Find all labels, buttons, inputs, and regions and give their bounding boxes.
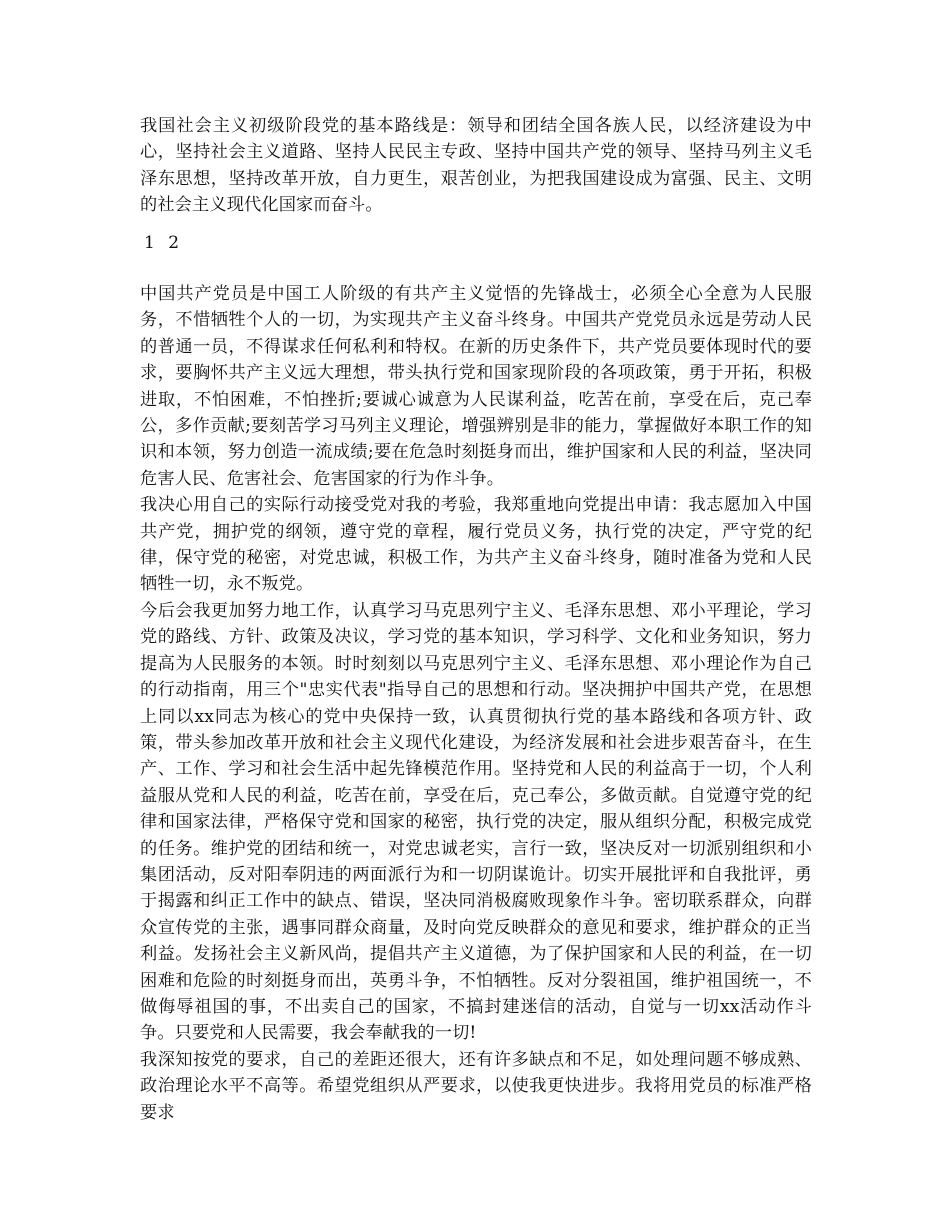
body-paragraph-commitments: 今后会我更加努力地工作，认真学习马克思列宁主义、毛泽东思想、邓小平理论，学习党的路线、方针、政策及决议，学习党的基本知识，学习科学、文化和业务知识，努力提高为人民服务的本领。时时刻刻以马克思列宁主义、毛泽东思想、邓小理论作为自己的行动指南，用三个"忠实代表"指导自己的思想和行动。坚决拥护中国共产党，在思想上同以xx同志为核心的党中央保持一致，认真贯彻执行党的基本路线和各项方针、政策，带头参加改革开放和社会主义现代化建设，为经济发展和社会进步艰苦奋斗，在生产、工作、学习和社会生活中起先锋模范作用。坚持党和人民的利益高于一切，个人利益服从党和人民的利益，吃苦在前，享受在后，克己奉公，多做贡献。自觉遵守党的纪律和国家法律，严格保守党和国家的秘密，执行党的决定，服从组织分配，积极完成党的任务。维护党的团结和统一，对党忠诚老实，言行一致，坚决反对一切派别组织和小集团活动，反对阳奉阴违的两面派行为和一切阴谋诡计。切实开展批评和自我批评，勇于揭露和纠正工作中的缺点、错误，坚决同消极腐败现象作斗争。密切联系群众，向群众宣传党的主张，遇事同群众商量，及时向党反映群众的意见和要求，维护群众的正当利益。发扬社会主义新风尚，提倡共产主义道德，为了保护国家和人民的利益，在一切困难和危险的时刻挺身而出，英勇斗争，不怕牺牲。反对分裂祖国，维护祖国统一，不做侮辱祖国的事，不出卖自己的国家，不搞封建迷信的活动，自觉与一切xx活动作斗争。只要党和人民需要，我会奉献我的一切! — [140, 600, 812, 1044]
page-number-marker: 1 2 — [144, 233, 184, 253]
intro-section — [140, 113, 812, 219]
body-section — [140, 281, 812, 1126]
intro-paragraph: 我国社会主义初级阶段党的基本路线是：领导和团结全国各族人民，以经济建设为中心，坚持社会主义道路、坚持人民民主专政、坚持中国共产党的领导、坚持马列主义毛泽东思想，坚持改革开放，自力更生，艰苦创业，为把我国建设成为富强、民主、文明的社会主义现代化国家而奋斗。 — [140, 116, 812, 216]
body-paragraph-application: 我决心用自己的实际行动接受党对我的考验，我郑重地向党提出申请：我志愿加入中国共产党，拥护党的纲领，遵守党的章程，履行党员义务，执行党的决定，严守党的纪律，保守党的秘密，对党忠诚，积极工作，为共产主义奋斗终身，随时准备为党和人民牺牲一切，永不叛党。 — [140, 495, 812, 595]
body-paragraph-self-assessment: 我深知按党的要求，自己的差距还很大，还有许多缺点和不足，如处理问题不够成熟、政治理论水平不高等。希望党组织从严要求，以使我更快进步。我将用党员的标准严格要求 — [140, 1049, 812, 1123]
body-paragraph-member-duties: 中国共产党员是中国工人阶级的有共产主义觉悟的先锋战士，必须全心全意为人民服务，不惜牺牲个人的一切，为实现共产主义奋斗终身。中国共产党党员永远是劳动人民的普通一员，不得谋求任何私利和特权。在新的历史条件下，共产党员要体现时代的要求，要胸怀共产主义远大理想，带头执行党和国家现阶段的各项政策，勇于开拓，积极进取，不怕困难，不怕挫折;要诚心诚意为人民谋利益，吃苦在前，享受在后，克己奉公，多作贡献;要刻苦学习马列主义理论，增强辨别是非的能力，掌握做好本职工作的知识和本领，努力创造一流成绩;要在危急时刻挺身而出，维护国家和人民的利益，坚决同危害人民、危害社会、危害国家的行为作斗争。 — [140, 284, 812, 489]
